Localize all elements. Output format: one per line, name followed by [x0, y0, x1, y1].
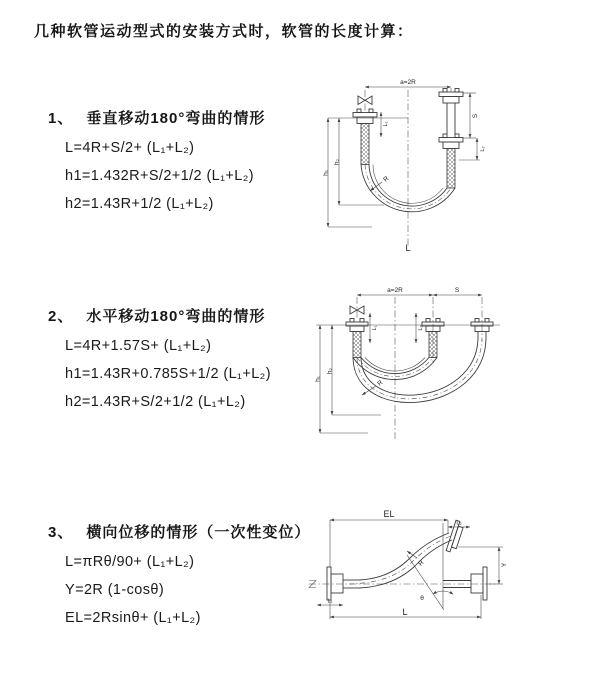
dim-label-r: R — [417, 559, 426, 568]
dim-label-l1: L₁ — [383, 121, 389, 127]
dim-label-l2: L₂ — [418, 325, 424, 331]
dim-label-theta: θ — [420, 595, 424, 602]
formula-line: h2=1.43R+S/2+1/2 (L₁+L₂) — [65, 394, 246, 410]
formula-line: h2=1.43R+1/2 (L₁+L₂) — [65, 196, 214, 212]
page-title: 几种软管运动型式的安装方式时，软管的长度计算： — [34, 23, 414, 40]
dimension-l2 — [416, 313, 424, 343]
section-title: 水平移动180°弯曲的情形 — [86, 308, 266, 325]
section-heading — [48, 107, 265, 128]
dim-label-l2: L₂ — [480, 146, 486, 152]
dim-label-r: R — [376, 379, 385, 388]
centerlines — [365, 88, 451, 248]
dimension-l1 — [370, 313, 378, 343]
left-flange — [327, 567, 359, 600]
centerlines — [357, 297, 482, 439]
left-flange — [353, 109, 377, 165]
hose-u-position2 — [353, 339, 486, 403]
dim-label-h2: h₂ — [333, 158, 341, 166]
right-pipe — [447, 103, 455, 134]
dim-label-s: S — [472, 113, 479, 119]
dimension-a2r — [365, 79, 451, 87]
formula-line: Y=2R (1-cosθ) — [65, 582, 165, 598]
braid-section — [361, 124, 369, 165]
dim-label-l1: L₁ — [327, 598, 333, 605]
hose-s-curve — [349, 533, 452, 588]
dimension-el — [330, 509, 448, 567]
dim-label-r: R — [382, 175, 391, 184]
section-lateral-displacement — [48, 521, 310, 626]
braid-section — [447, 149, 455, 189]
dim-label-el: EL — [383, 509, 395, 519]
dimension-s — [433, 287, 482, 295]
section-number: 1、 — [48, 110, 74, 127]
section-horizontal-bend — [48, 305, 271, 410]
centerline-horizontal — [309, 581, 495, 588]
dim-label-l2: L₂ — [456, 520, 462, 527]
right-flange-lower — [439, 134, 463, 149]
dim-label-l1: L₁ — [372, 325, 378, 331]
braid-section — [429, 332, 437, 358]
dim-label-h1: h₁ — [322, 170, 330, 176]
diagram-lateral-displacement — [303, 505, 597, 640]
dimension-h2 — [334, 118, 385, 205]
formula-line: h1=1.43R+0.785S+1/2 (L₁+L₂) — [65, 366, 271, 382]
dim-label-s: S — [454, 287, 460, 294]
dimension-s — [463, 93, 479, 138]
original-position-pipe — [443, 567, 487, 600]
diagram-horizontal-bend — [306, 283, 506, 443]
dim-label-l: L — [405, 243, 411, 253]
section-number: 2、 — [48, 308, 74, 325]
section-title: 垂直移动180°弯曲的情形 — [86, 110, 266, 127]
dimension-a2r — [357, 287, 433, 295]
section-vertical-bend — [48, 107, 265, 212]
formula-line: L=4R+1.57S+ (L₁+L₂) — [65, 338, 212, 354]
valve-icon — [358, 96, 372, 105]
dim-label-a2r: a=2R — [387, 287, 403, 294]
formula-line: h1=1.432R+S/2+1/2 (L₁+L₂) — [65, 168, 255, 184]
formula-line: L=πRθ/90+ (L₁+L₂) — [65, 554, 195, 570]
section-number: 3、 — [48, 524, 74, 541]
dim-label-y: Y — [501, 562, 508, 568]
section-title: 横向位移的情形（一次性变位） — [86, 524, 311, 541]
dim-label-a2r: a=2R — [400, 79, 416, 86]
braid-section — [353, 332, 361, 358]
diagram-vertical-bend — [306, 76, 496, 256]
section-heading — [48, 521, 310, 542]
dimension-l — [327, 595, 481, 619]
dim-label-h2: h₂ — [326, 367, 334, 375]
dim-label-h1: h₁ — [314, 376, 322, 382]
radius-leader — [370, 175, 391, 191]
formula-line: EL=2Rsinθ+ (L₁+L₂) — [65, 610, 201, 626]
formula-line: L=4R+S/2+ (L₁+L₂) — [65, 140, 195, 156]
section-heading — [48, 305, 271, 326]
dimension-l1 — [381, 112, 389, 137]
dim-label-l: L — [402, 607, 408, 617]
